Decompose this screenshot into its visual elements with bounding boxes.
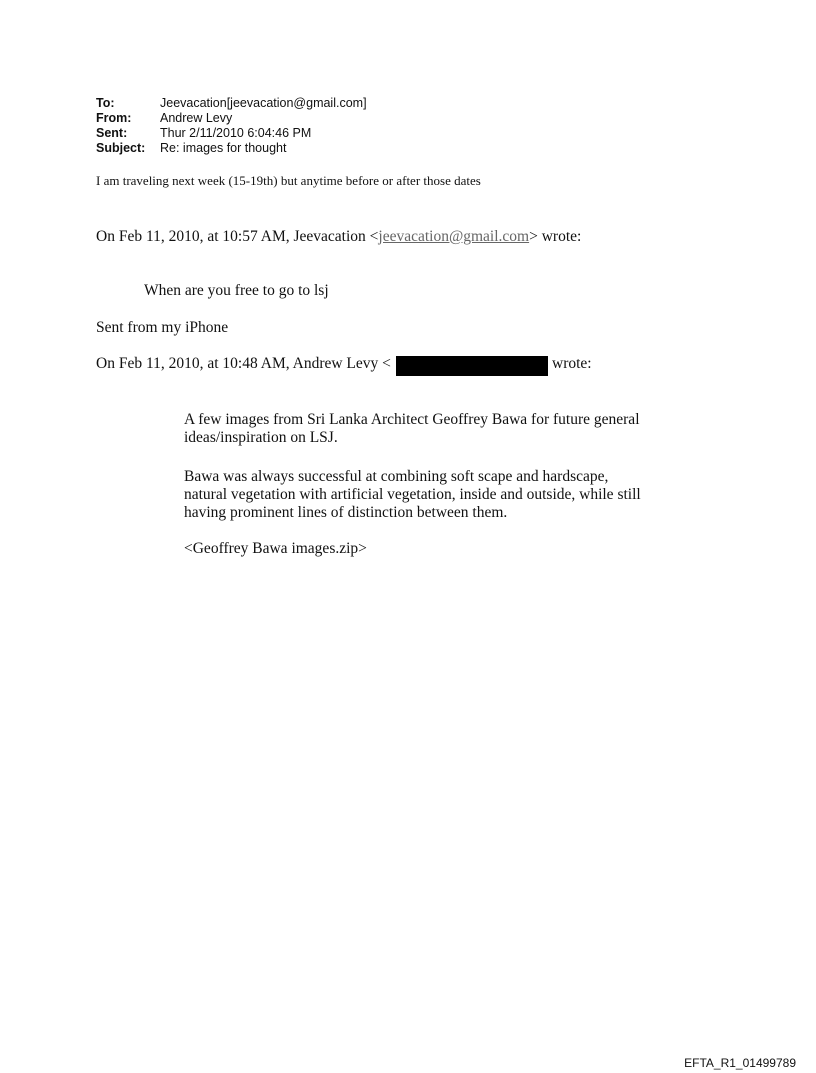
quote1-prefix: On Feb 11, 2010, at 10:57 AM, Jeevacation < [96, 228, 379, 245]
sent-label: Sent: [96, 126, 128, 140]
reply-text: I am traveling next week (15-19th) but anytime before or after those dates [96, 173, 481, 188]
to-value: Jeevacation[jeevacation@gmail.com] [160, 96, 367, 110]
sent-row [96, 126, 367, 141]
to-label: To: [96, 96, 115, 110]
redaction-box [396, 356, 548, 376]
email-header [96, 96, 367, 156]
sent-value: Thur 2/11/2010 6:04:46 PM [160, 126, 312, 140]
subject-label: Subject: [96, 141, 146, 155]
quote1-suffix: > wrote: [529, 228, 582, 245]
quote-header-1 [96, 228, 581, 246]
paragraph-2: Bawa was always successful at combining soft scape and hardscape, natural vegetation with artificial vegetation, inside and outside, while still having prominent lines of distinction between them. [184, 468, 641, 521]
subject-value: Re: images for thought [160, 141, 287, 155]
attachment-name[interactable]: <Geoffrey Bawa images.zip> [184, 540, 367, 557]
subject-row [96, 141, 367, 156]
quote-header-2: On Feb 11, 2010, at 10:48 AM, Andrew Levy < [96, 355, 391, 372]
paragraph-1: A few images from Sri Lanka Architect Geoffrey Bawa for future general ideas/inspiration on LSJ. [184, 411, 640, 446]
from-label: From: [96, 111, 132, 125]
quote2-suffix: wrote: [552, 355, 592, 372]
quote1-message: When are you free to go to lsj [144, 282, 329, 299]
from-row [96, 111, 367, 126]
from-value: Andrew Levy [160, 111, 233, 125]
document-id: EFTA_R1_01499789 [684, 1056, 796, 1070]
to-row [96, 96, 367, 111]
signature: Sent from my iPhone [96, 319, 229, 336]
quote1-email-link[interactable]: jeevacation@gmail.com [378, 228, 530, 245]
